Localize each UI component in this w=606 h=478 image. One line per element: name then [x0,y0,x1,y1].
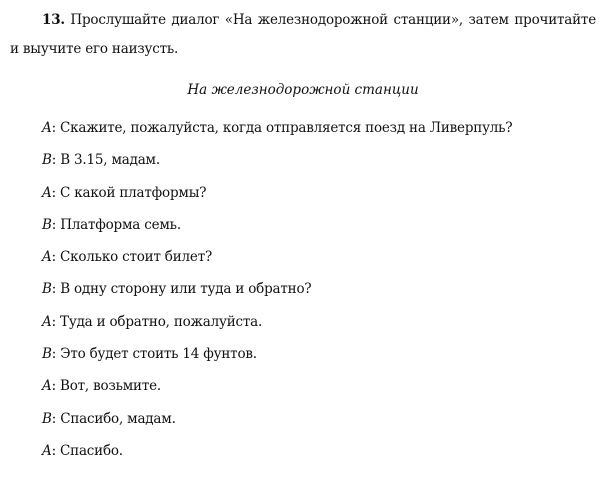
dialog-line: A: Туда и обратно, пожалуйста. [42,313,263,330]
line-text: Это будет стоить 14 фунтов. [60,346,257,363]
line-text: Сколько стоит билет? [60,249,213,266]
line-text: Скажите, пожалуйста, когда отправляется поезд на Ливерпуль? [60,120,513,136]
dialog-line: B: В одну сторону или туда и обратно? [42,281,312,298]
line-text: Туда и обратно, пожалуйста. [60,313,263,330]
speaker-label: B [42,410,52,427]
line-text: В одну сторону или туда и обратно? [60,281,312,298]
dialog-line: A: Вот, возьмите. [42,378,162,395]
exercise-instruction [10,6,596,64]
speaker-label: A [42,120,52,136]
dialog-line: A: Скажите, пожалуйста, когда отправляется поезд на Ливерпуль? [42,120,513,136]
dialog-line: A: Сколько стоит билет? [42,249,213,266]
line-text: В 3.15, мадам. [60,152,160,169]
speaker-label: B [42,346,52,363]
speaker-label: B [42,281,52,298]
speaker-label: B [42,152,52,169]
dialog-line: A: Спасибо. [42,442,123,459]
dialog-lines [42,116,512,471]
dialog-line: B: Это будет стоить 14 фунтов. [42,346,257,363]
exercise-text: Прослушайте диалог «На железнодорожной станции», затем прочитайте и выучите его наизусть. [10,12,596,57]
speaker-label: A [42,313,52,330]
speaker-label: A [42,378,52,395]
speaker-label: A [42,184,52,201]
speaker-label: B [42,216,52,233]
dialog-line: B: Платформа семь. [42,216,181,233]
dialog-title: На железнодорожной станции [187,82,419,98]
line-text: Платформа семь. [60,216,181,233]
dialog-line: B: В 3.15, мадам. [42,152,160,169]
speaker-label: A [42,249,52,266]
dialog-line: B: Спасибо, мадам. [42,410,176,427]
line-text: Спасибо, мадам. [60,410,176,427]
line-text: Вот, возьмите. [60,378,162,395]
line-text: С какой платформы? [60,184,207,201]
exercise-number: 13. [42,12,65,28]
line-text: Спасибо. [60,442,123,459]
speaker-label: A [42,442,52,459]
dialog-line: A: С какой платформы? [42,184,207,201]
